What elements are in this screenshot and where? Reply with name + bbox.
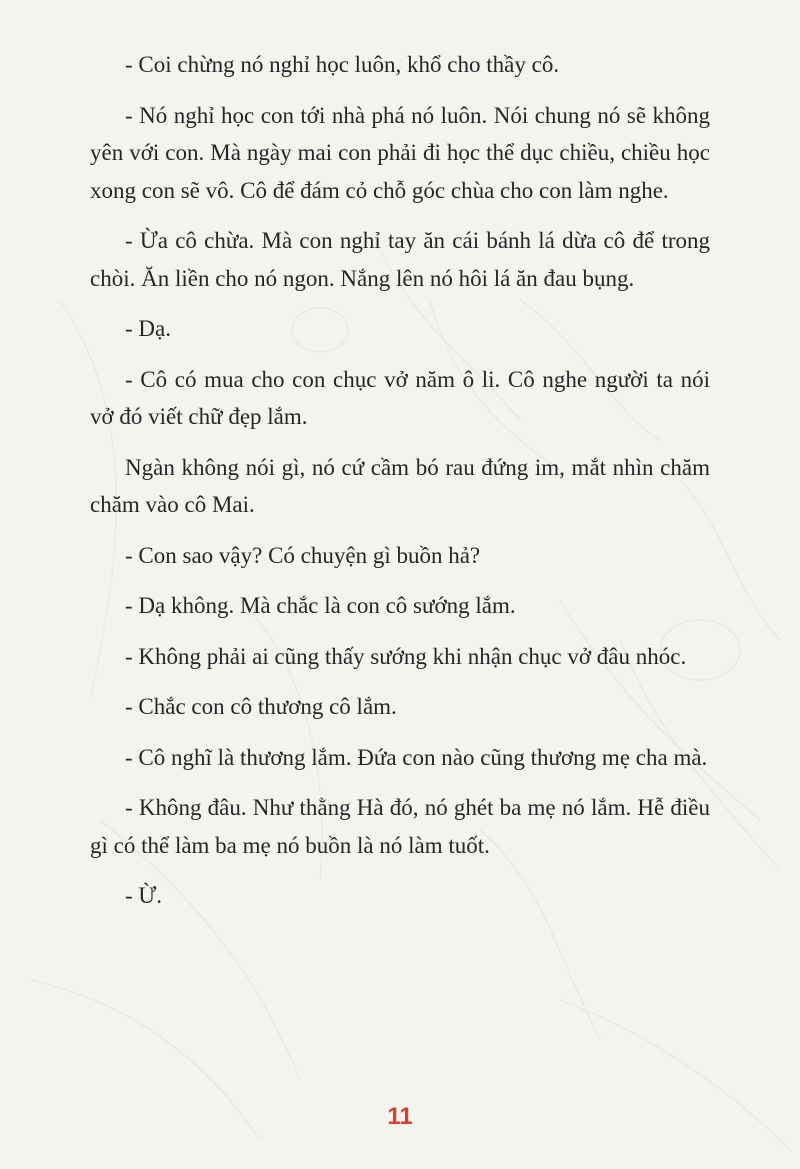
paragraph-13: - Ừ. [125,883,163,908]
paragraph-6: Ngàn không nói gì, nó cứ cầm bó rau đứng im, mắt nhìn chăm chăm vào cô Mai. [90,454,710,517]
page-number: 11 [387,1103,413,1130]
paragraph-2: - Nó nghỉ học con tới nhà phá nó luôn. Nói chung nó sẽ không yên với con. Mà ngày mai con phải đi học thể dục chiều, chiều học xong con sẽ vô. Cô để đám cỏ chỗ góc chùa cho con làm nghe. [90,102,710,203]
paragraph-7: - Con sao vậy? Có chuyện gì buồn hả? [125,542,481,568]
paragraph-4: - Dạ. [125,316,171,341]
story-text [90,46,710,915]
paragraph-8: - Dạ không. Mà chắc là con cô sướng lắm. [125,593,516,618]
paragraph-9: - Không phải ai cũng thấy sướng khi nhận chục vở đâu nhóc. [125,643,687,669]
paragraph-5: - Cô có mua cho con chục vở năm ô li. Cô nghe người ta nói vở đó viết chữ đẹp lắm. [90,366,710,429]
paragraph-11: - Cô nghĩ là thương lắm. Đứa con nào cũng thương mẹ cha mà. [125,744,708,770]
paragraph-3: - Ừa cô chừa. Mà con nghỉ tay ăn cái bánh lá dừa cô để trong chòi. Ăn liền cho nó ngon. Nắng lên nó hôi lá ăn đau bụng. [90,228,710,291]
paragraph-1: - Coi chừng nó nghỉ học luôn, khổ cho thầy cô. [125,52,560,77]
paragraph-10: - Chắc con cô thương cô lắm. [125,694,397,719]
paragraph-12: - Không đâu. Như thằng Hà đó, nó ghét ba mẹ nó lắm. Hễ điều gì có thể làm ba mẹ nó buồn là nó làm tuốt. [90,795,710,858]
